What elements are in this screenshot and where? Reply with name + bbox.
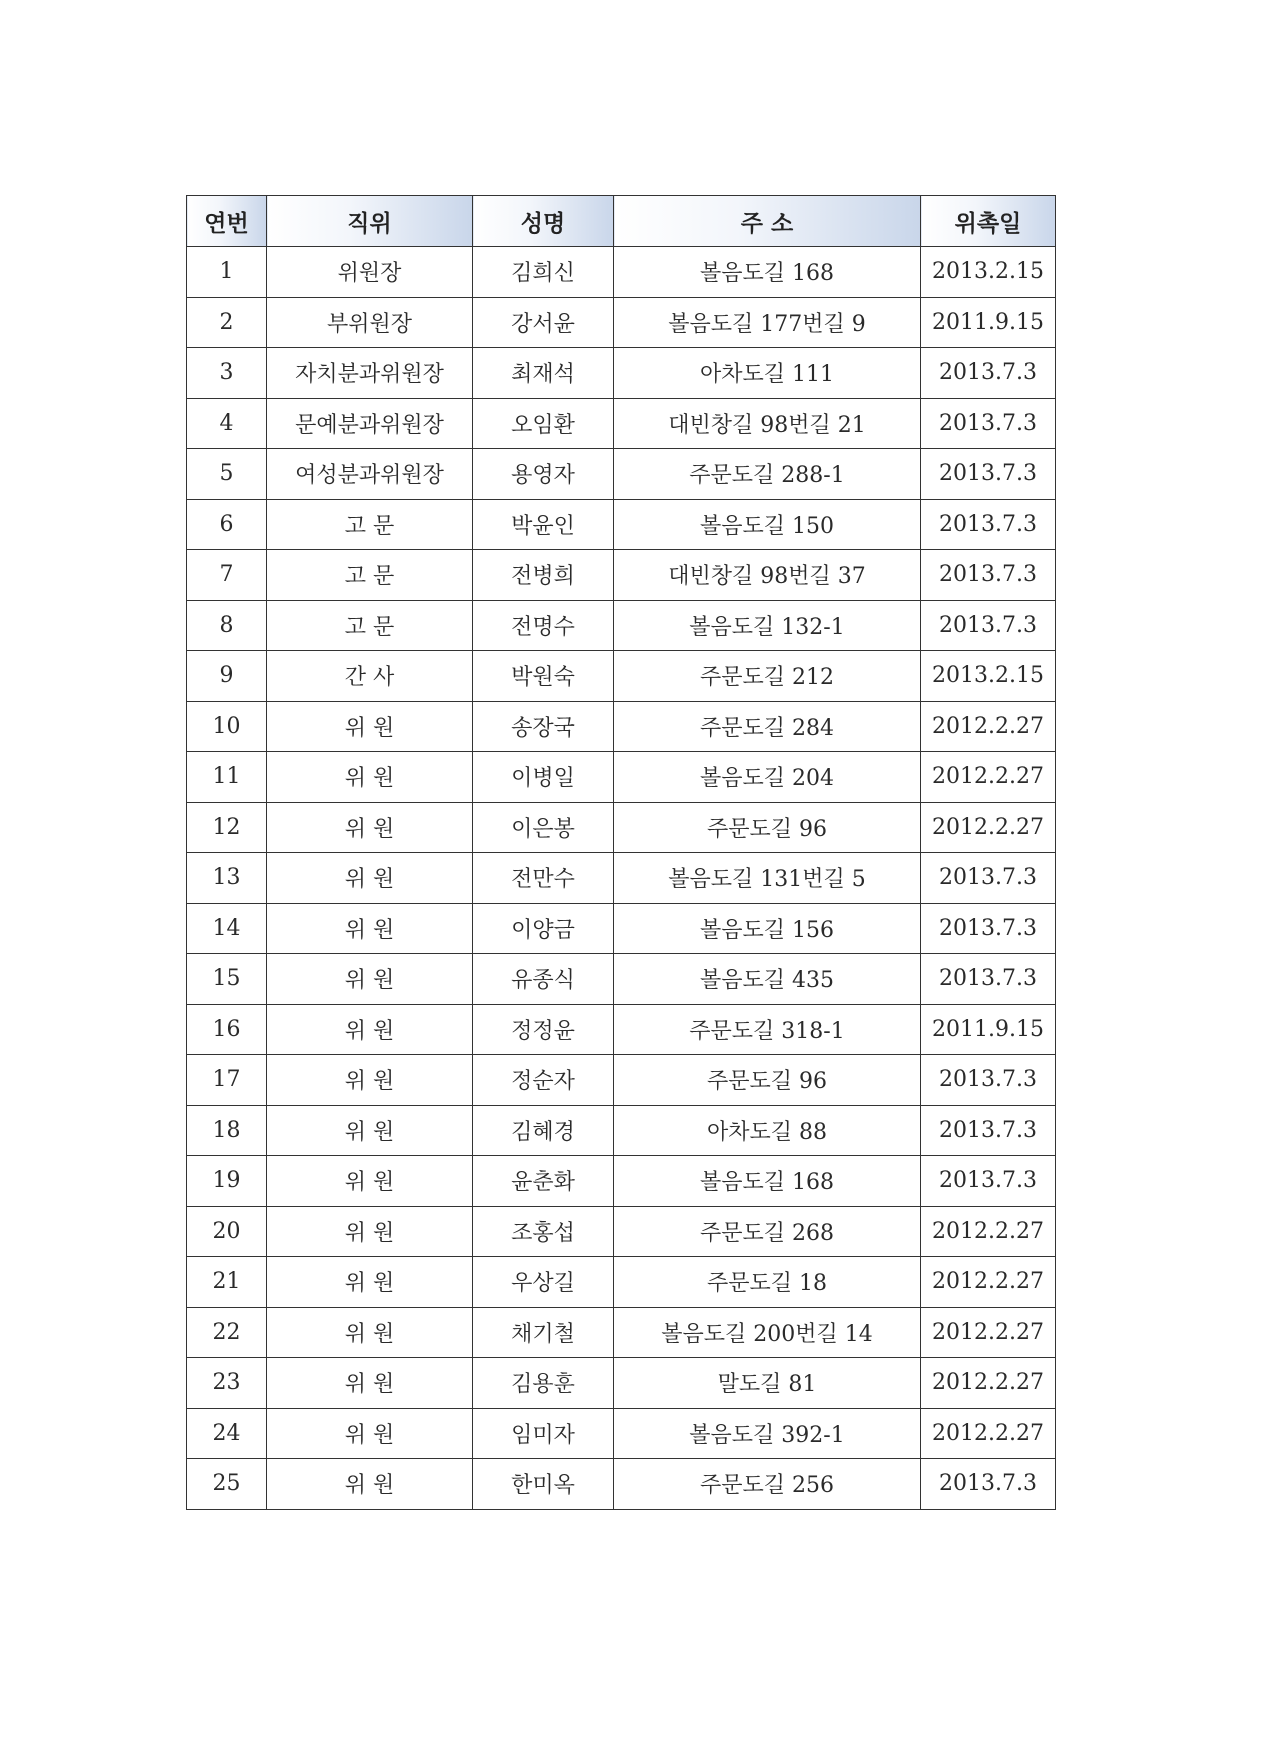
table-row [187, 348, 1056, 399]
cell-serial-number: 19 [187, 1156, 267, 1207]
cell-appointment-date: 2013.7.3 [921, 1459, 1056, 1510]
table-row [187, 954, 1056, 1005]
cell-position: 위 원 [267, 752, 473, 803]
cell-serial-number: 10 [187, 701, 267, 752]
cell-appointment-date: 2013.7.3 [921, 1105, 1056, 1156]
cell-address: 주문도길 288-1 [614, 449, 921, 500]
cell-position: 위 원 [267, 1257, 473, 1308]
cell-address: 주문도길 18 [614, 1257, 921, 1308]
cell-name: 임미자 [473, 1408, 614, 1459]
table-row [187, 499, 1056, 550]
cell-appointment-date: 2013.7.3 [921, 449, 1056, 500]
cell-appointment-date: 2013.7.3 [921, 903, 1056, 954]
cell-position: 위원장 [267, 247, 473, 298]
cell-serial-number: 15 [187, 954, 267, 1005]
cell-address: 주문도길 96 [614, 1055, 921, 1106]
cell-address: 아차도길 88 [614, 1105, 921, 1156]
cell-address: 주문도길 96 [614, 802, 921, 853]
cell-appointment-date: 2012.2.27 [921, 752, 1056, 803]
cell-position: 위 원 [267, 903, 473, 954]
cell-name: 우상길 [473, 1257, 614, 1308]
cell-serial-number: 23 [187, 1358, 267, 1409]
cell-serial-number: 7 [187, 550, 267, 601]
cell-appointment-date: 2013.7.3 [921, 348, 1056, 399]
table-row [187, 1055, 1056, 1106]
table-row [187, 1004, 1056, 1055]
table-header [187, 196, 1056, 247]
cell-serial-number: 17 [187, 1055, 267, 1106]
cell-appointment-date: 2011.9.15 [921, 297, 1056, 348]
cell-name: 박윤인 [473, 499, 614, 550]
cell-name: 용영자 [473, 449, 614, 500]
cell-name: 한미옥 [473, 1459, 614, 1510]
table-row [187, 449, 1056, 500]
cell-address: 볼음도길 131번길 5 [614, 853, 921, 904]
cell-name: 조홍섭 [473, 1206, 614, 1257]
cell-serial-number: 1 [187, 247, 267, 298]
cell-address: 볼음도길 132-1 [614, 600, 921, 651]
cell-address: 볼음도길 177번길 9 [614, 297, 921, 348]
cell-address: 볼음도길 168 [614, 1156, 921, 1207]
cell-position: 고 문 [267, 550, 473, 601]
cell-appointment-date: 2011.9.15 [921, 1004, 1056, 1055]
cell-position: 위 원 [267, 802, 473, 853]
cell-address: 볼음도길 435 [614, 954, 921, 1005]
cell-address: 주문도길 256 [614, 1459, 921, 1510]
cell-name: 전만수 [473, 853, 614, 904]
cell-name: 강서윤 [473, 297, 614, 348]
cell-name: 김용훈 [473, 1358, 614, 1409]
cell-serial-number: 25 [187, 1459, 267, 1510]
table-body [187, 247, 1056, 1510]
cell-name: 박원숙 [473, 651, 614, 702]
cell-position: 위 원 [267, 1307, 473, 1358]
committee-roster-table [186, 195, 1056, 1510]
cell-appointment-date: 2012.2.27 [921, 802, 1056, 853]
cell-serial-number: 20 [187, 1206, 267, 1257]
cell-address: 주문도길 318-1 [614, 1004, 921, 1055]
table-row [187, 1459, 1056, 1510]
cell-address: 대빈창길 98번길 21 [614, 398, 921, 449]
cell-serial-number: 12 [187, 802, 267, 853]
table-row [187, 247, 1056, 298]
cell-name: 송장국 [473, 701, 614, 752]
cell-serial-number: 22 [187, 1307, 267, 1358]
cell-name: 이양금 [473, 903, 614, 954]
cell-serial-number: 13 [187, 853, 267, 904]
cell-position: 부위원장 [267, 297, 473, 348]
cell-name: 유종식 [473, 954, 614, 1005]
cell-serial-number: 14 [187, 903, 267, 954]
cell-address: 주문도길 284 [614, 701, 921, 752]
header-address: 주 소 [614, 196, 921, 247]
cell-appointment-date: 2012.2.27 [921, 1408, 1056, 1459]
cell-position: 위 원 [267, 701, 473, 752]
header-appointment-date: 위촉일 [921, 196, 1056, 247]
table-row [187, 903, 1056, 954]
cell-appointment-date: 2013.7.3 [921, 550, 1056, 601]
cell-address: 대빈창길 98번길 37 [614, 550, 921, 601]
cell-serial-number: 2 [187, 297, 267, 348]
cell-serial-number: 3 [187, 348, 267, 399]
cell-address: 볼음도길 200번길 14 [614, 1307, 921, 1358]
cell-appointment-date: 2013.7.3 [921, 398, 1056, 449]
cell-appointment-date: 2012.2.27 [921, 1358, 1056, 1409]
cell-name: 정순자 [473, 1055, 614, 1106]
table-row [187, 853, 1056, 904]
cell-position: 문예분과위원장 [267, 398, 473, 449]
cell-appointment-date: 2012.2.27 [921, 1307, 1056, 1358]
cell-name: 채기철 [473, 1307, 614, 1358]
header-row [187, 196, 1056, 247]
table-row [187, 1358, 1056, 1409]
cell-serial-number: 11 [187, 752, 267, 803]
cell-name: 최재석 [473, 348, 614, 399]
cell-appointment-date: 2013.2.15 [921, 651, 1056, 702]
cell-address: 볼음도길 150 [614, 499, 921, 550]
cell-serial-number: 18 [187, 1105, 267, 1156]
cell-serial-number: 6 [187, 499, 267, 550]
cell-appointment-date: 2013.7.3 [921, 1156, 1056, 1207]
cell-address: 아차도길 111 [614, 348, 921, 399]
cell-name: 이병일 [473, 752, 614, 803]
header-position: 직위 [267, 196, 473, 247]
cell-position: 위 원 [267, 1358, 473, 1409]
cell-appointment-date: 2013.7.3 [921, 954, 1056, 1005]
header-serial-number: 연번 [187, 196, 267, 247]
cell-position: 고 문 [267, 499, 473, 550]
cell-position: 위 원 [267, 1408, 473, 1459]
cell-appointment-date: 2012.2.27 [921, 1206, 1056, 1257]
cell-name: 전병희 [473, 550, 614, 601]
cell-appointment-date: 2013.7.3 [921, 1055, 1056, 1106]
cell-name: 오임환 [473, 398, 614, 449]
table-row [187, 802, 1056, 853]
table-row [187, 600, 1056, 651]
cell-appointment-date: 2013.2.15 [921, 247, 1056, 298]
cell-serial-number: 16 [187, 1004, 267, 1055]
cell-address: 주문도길 268 [614, 1206, 921, 1257]
cell-position: 간 사 [267, 651, 473, 702]
table-row [187, 1156, 1056, 1207]
table-row [187, 550, 1056, 601]
cell-name: 정정윤 [473, 1004, 614, 1055]
cell-position: 위 원 [267, 1004, 473, 1055]
cell-name: 이은봉 [473, 802, 614, 853]
cell-name: 김희신 [473, 247, 614, 298]
cell-name: 전명수 [473, 600, 614, 651]
cell-serial-number: 5 [187, 449, 267, 500]
cell-serial-number: 21 [187, 1257, 267, 1308]
cell-position: 위 원 [267, 1105, 473, 1156]
cell-address: 볼음도길 204 [614, 752, 921, 803]
table-row [187, 398, 1056, 449]
cell-position: 위 원 [267, 1459, 473, 1510]
table-row [187, 1257, 1056, 1308]
cell-position: 위 원 [267, 853, 473, 904]
table-row [187, 701, 1056, 752]
cell-appointment-date: 2013.7.3 [921, 499, 1056, 550]
cell-serial-number: 8 [187, 600, 267, 651]
cell-serial-number: 24 [187, 1408, 267, 1459]
table-row [187, 752, 1056, 803]
cell-address: 볼음도길 156 [614, 903, 921, 954]
cell-position: 자치분과위원장 [267, 348, 473, 399]
cell-position: 위 원 [267, 954, 473, 1005]
cell-name: 김혜경 [473, 1105, 614, 1156]
cell-position: 여성분과위원장 [267, 449, 473, 500]
cell-serial-number: 4 [187, 398, 267, 449]
cell-position: 위 원 [267, 1206, 473, 1257]
cell-appointment-date: 2012.2.27 [921, 1257, 1056, 1308]
header-name: 성명 [473, 196, 614, 247]
table-row [187, 1408, 1056, 1459]
cell-address: 볼음도길 392-1 [614, 1408, 921, 1459]
cell-address: 말도길 81 [614, 1358, 921, 1409]
cell-appointment-date: 2012.2.27 [921, 701, 1056, 752]
table-row [187, 297, 1056, 348]
cell-appointment-date: 2013.7.3 [921, 600, 1056, 651]
cell-position: 위 원 [267, 1156, 473, 1207]
table-row [187, 1105, 1056, 1156]
table-row [187, 651, 1056, 702]
cell-address: 볼음도길 168 [614, 247, 921, 298]
cell-position: 위 원 [267, 1055, 473, 1106]
cell-position: 고 문 [267, 600, 473, 651]
table-row [187, 1206, 1056, 1257]
cell-address: 주문도길 212 [614, 651, 921, 702]
table-row [187, 1307, 1056, 1358]
cell-serial-number: 9 [187, 651, 267, 702]
cell-name: 윤춘화 [473, 1156, 614, 1207]
cell-appointment-date: 2013.7.3 [921, 853, 1056, 904]
